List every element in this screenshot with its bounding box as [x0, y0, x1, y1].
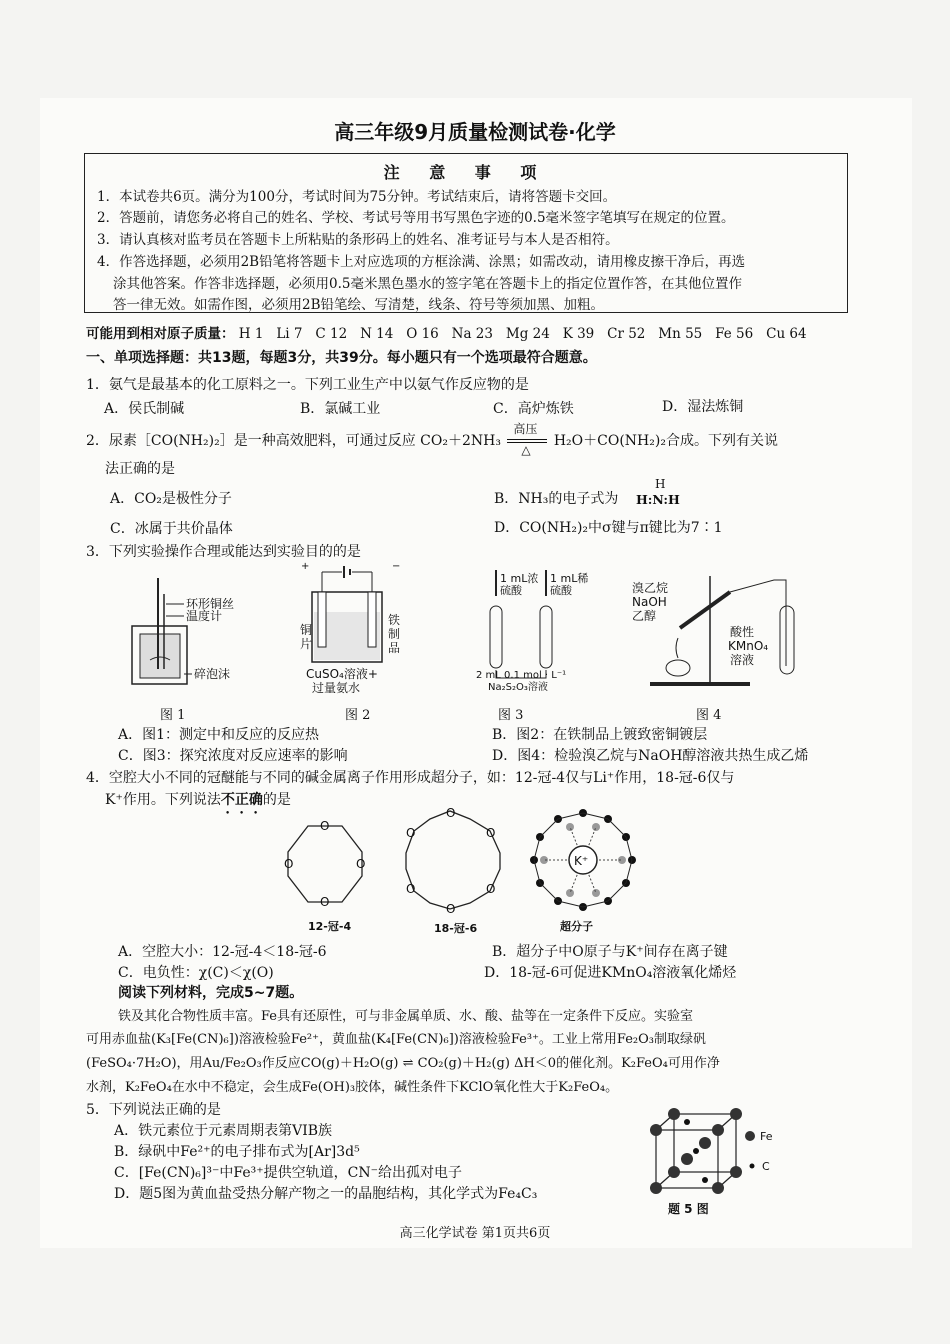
q4-option-c: C．电负性：χ(C)＜χ(O) — [118, 965, 274, 981]
notice-box — [84, 153, 848, 313]
q2-stem-cont: 法正确的是 — [105, 461, 175, 477]
fig4-label: 乙醇 — [632, 609, 657, 623]
fig3-label: 2 mL 0.1 mol · L⁻¹ — [476, 670, 567, 681]
mass-value: Mn 55 — [658, 326, 703, 342]
notice-heading: 注 意 事 项 — [383, 163, 549, 182]
mass-value: C 12 — [315, 326, 348, 342]
crown-label-18: 18-冠-6 — [434, 922, 478, 935]
q2-stem-part: 2．尿素［CO(NH₂)₂］是一种高效肥料，可通过反应 CO₂＋2NH₃ — [86, 433, 501, 449]
page-title: 高三年级9月质量检测试卷·化学 — [334, 120, 616, 144]
oxygen-label: O — [446, 806, 456, 820]
unit-cell-caption: 题 5 图 — [668, 1202, 709, 1216]
q4-option-d: D．18-冠-6可促进KMnO₄溶液氧化烯烃 — [484, 965, 737, 981]
notice-item: 4．作答选择题，必须用2B铅笔将答题卡上对应选项的方框涂满、涂黑；如需改动，请用橡皮擦干净后，再选 — [97, 254, 746, 270]
fig2-label: 铜 — [300, 623, 313, 637]
q3-option-d: D．图4：检验溴乙烷与NaOH醇溶液共热生成乙烯 — [492, 748, 809, 764]
q2-option-d: D．CO(NH₂)₂中σ键与π键比为7∶1 — [494, 520, 723, 536]
reading-line: (FeSO₄·7H₂O)，用Au/Fe₂O₃作反应CO(g)＋H₂O(g) ⇌ CO₂(g)＋H₂(g) ΔH＜0的催化剂。K₂FeO₄可用作净 — [86, 1056, 720, 1071]
figure-2-electroplating — [300, 562, 420, 702]
oxygen-label: O — [320, 819, 330, 833]
mass-value: Cu 64 — [766, 326, 807, 342]
notice-item: 3．请认真核对监考员在答题卡上所粘贴的条形码上的姓名、准考证号与本人是否相符。 — [97, 232, 619, 248]
figure-4-apparatus — [620, 570, 820, 700]
figure-3-test-tubes — [470, 566, 600, 700]
mass-value: K 39 — [562, 326, 595, 342]
q2-option-c: C．冰属于共价晶体 — [110, 521, 233, 537]
svg-text:−: − — [392, 562, 401, 572]
legend-c: C — [762, 1160, 770, 1173]
potassium-ion-label: K⁺ — [574, 854, 589, 868]
oxygen-label: O — [486, 826, 496, 840]
q3-option-a: A．图1：测定中和反应的反应热 — [118, 727, 320, 743]
q1-option-c: C．高炉炼铁 — [493, 401, 574, 417]
oxygen-label: O — [320, 895, 330, 909]
fig4-label: NaOH — [632, 595, 667, 609]
q2-stem-part: H₂O＋CO(NH₂)₂合成。下列有关说 — [553, 433, 778, 449]
electron-formula-top: H — [655, 477, 666, 491]
fig1-label: 碎泡沫 — [194, 667, 231, 681]
q5-option-d: D．题5图为黄血盐受热分解产物之一的晶胞结构，其化学式为Fe₄C₃ — [114, 1186, 538, 1202]
fig3-label: 硫酸 — [500, 584, 522, 597]
q4-option-b: B．超分子中O原子与K⁺间存在离子键 — [492, 944, 728, 960]
oxygen-label: O — [406, 826, 416, 840]
reaction-condition — [505, 422, 549, 457]
atomic-masses — [86, 322, 807, 342]
q4-stem-part: K⁺作用。下列说法 — [105, 792, 221, 808]
q3-option-c: C．图3：探究浓度对反应速率的影响 — [118, 748, 348, 764]
mass-value: O 16 — [406, 326, 439, 342]
crown-label-12: 12-冠-4 — [308, 920, 352, 933]
figure-1-calorimeter — [120, 574, 270, 700]
q1-option-a: A．侯氏制碱 — [104, 401, 185, 417]
q1-option-d: D．湿法炼铜 — [662, 399, 744, 415]
page-footer: 高三化学试卷 第1页共6页 — [399, 1226, 551, 1241]
fig1-label: 环形铜丝 — [186, 597, 235, 611]
fig4-label: KMnO₄ — [728, 639, 769, 653]
mass-value: Cr 52 — [607, 326, 646, 342]
mass-value: Li 7 — [276, 326, 303, 342]
notice-item: 涂其他答案。作答非选择题，必须用0.5毫米黑色墨水的签字笔在答题卡上的指定位置作答，在其他位置作 — [113, 276, 742, 292]
fig2-label: 片 — [300, 637, 313, 651]
q2-stem — [86, 422, 778, 457]
crown-ether-12-4 — [280, 812, 370, 912]
fig3-label: 硫酸 — [550, 584, 572, 597]
oxygen-label: O — [356, 857, 366, 871]
q1-option-b: B．氯碱工业 — [300, 401, 381, 417]
fig3-label: 1 mL稀 — [550, 572, 589, 585]
notice-item: 2．答题前，请您务必将自己的姓名、学校、考试号等用书写黑色字迹的0.5毫米签字笔填写在规定的位置。 — [97, 210, 735, 226]
q4-option-a: A．空腔大小：12-冠-4＜18-冠-6 — [118, 944, 327, 960]
fig3-label: Na₂S₂O₃溶液 — [488, 682, 548, 693]
q5-stem: 5．下列说法正确的是 — [86, 1102, 221, 1118]
legend-fe: Fe — [760, 1130, 773, 1143]
fig2-label: 过量氨水 — [312, 681, 361, 695]
electron-formula: H:N:H — [636, 492, 680, 507]
q4-stem: 4．空腔大小不同的冠醚能与不同的碱金属离子作用形成超分子，如：12-冠-4仅与Li⁺作用，18-冠-6仅与 — [86, 770, 735, 786]
fig4-label: 酸性 — [730, 625, 755, 639]
equals-line — [507, 439, 547, 440]
fig2-label: 制 — [388, 627, 401, 641]
unit-cell-figure — [640, 1106, 790, 1198]
fig2-label: 品 — [388, 641, 401, 655]
reading-heading: 阅读下列材料，完成5~7题。 — [118, 985, 304, 1001]
mass-value: H 1 — [238, 326, 264, 342]
fig4-caption: 图 4 — [696, 708, 722, 723]
fig1-caption: 图 1 — [160, 708, 186, 723]
q4-stem-part: 的是 — [262, 792, 291, 808]
q5-option-b: B．绿矾中Fe²⁺的电子排布式为[Ar]3d⁵ — [114, 1144, 360, 1160]
fig1-label: 温度计 — [186, 609, 223, 623]
notice-item: 答一律无效。如需作图，必须用2B铅笔绘、写清楚，线条、符号等须加黑、加粗。 — [113, 297, 605, 313]
q2-option-b: B．NH₃的电子式为 — [494, 491, 619, 507]
q5-option-a: A．铁元素位于元素周期表第VIB族 — [114, 1123, 333, 1139]
mass-value: N 14 — [360, 326, 394, 342]
q1-stem: 1．氨气是最基本的化工原料之一。下列工业生产中以氨气作反应物的是 — [86, 377, 529, 393]
notice-item: 1．本试卷共6页。满分为100分，考试时间为75分钟。考试结束后，请将答题卡交回。 — [97, 189, 617, 205]
reading-line: 铁及其化合物性质丰富。Fe具有还原性，可与非金属单质、水、酸、盐等在一定条件下反应。实验室 — [118, 1009, 694, 1024]
mass-value: Na 23 — [451, 326, 493, 342]
fig2-label: 铁 — [388, 613, 401, 627]
fig3-label: 1 mL浓 — [500, 572, 539, 585]
crown-ether-18-6 — [400, 805, 510, 915]
condition-bottom: △ — [521, 443, 531, 457]
mass-value: Mg 24 — [505, 326, 550, 342]
reading-line: 水剂，K₂FeO₄在水中不稳定，会生成Fe(OH)₃胶体，碱性条件下KClO氧化性大于K₂FeO₄。 — [86, 1080, 619, 1095]
oxygen-label: O — [446, 902, 456, 915]
oxygen-label: O — [486, 882, 496, 896]
fig2-label: CuSO₄溶液+ — [306, 667, 378, 681]
q4-emphasis: 不正确 — [220, 792, 263, 808]
reading-line: 可用赤血盐(K₃[Fe(CN)₆])溶液检验Fe²⁺，黄血盐(K₄[Fe(CN)₆])溶液检验Fe³⁺。工业上常用Fe₂O₃制取绿矾 — [86, 1032, 707, 1047]
supramolecule — [528, 805, 638, 915]
fig4-label: 溶液 — [730, 653, 755, 667]
q4-stem-cont — [105, 789, 291, 817]
oxygen-label: O — [406, 882, 416, 896]
supramolecule-label: 超分子 — [560, 920, 593, 933]
fig2-caption: 图 2 — [345, 708, 371, 723]
fig3-caption: 图 3 — [498, 708, 524, 723]
q3-option-b: B．图2：在铁制品上镀致密铜镀层 — [492, 727, 708, 743]
mass-value: Fe 56 — [715, 326, 754, 342]
condition-top: 高压 — [513, 422, 538, 436]
q3-stem: 3．下列实验操作合理或能达到实验目的的是 — [86, 544, 361, 560]
atomic-masses-label: 可能用到相对原子质量： — [86, 326, 235, 342]
q2-option-a: A．CO₂是极性分子 — [110, 491, 232, 507]
svg-text:+: + — [301, 562, 310, 572]
fig4-label: 溴乙烷 — [632, 581, 669, 595]
section-heading: 一、单项选择题：共13题，每题3分，共39分。每小题只有一个选项最符合题意。 — [86, 350, 597, 366]
oxygen-label: O — [284, 857, 294, 871]
q5-option-c: C．[Fe(CN)₆]³⁻中Fe³⁺提供空轨道，CN⁻给出孤对电子 — [114, 1165, 462, 1181]
